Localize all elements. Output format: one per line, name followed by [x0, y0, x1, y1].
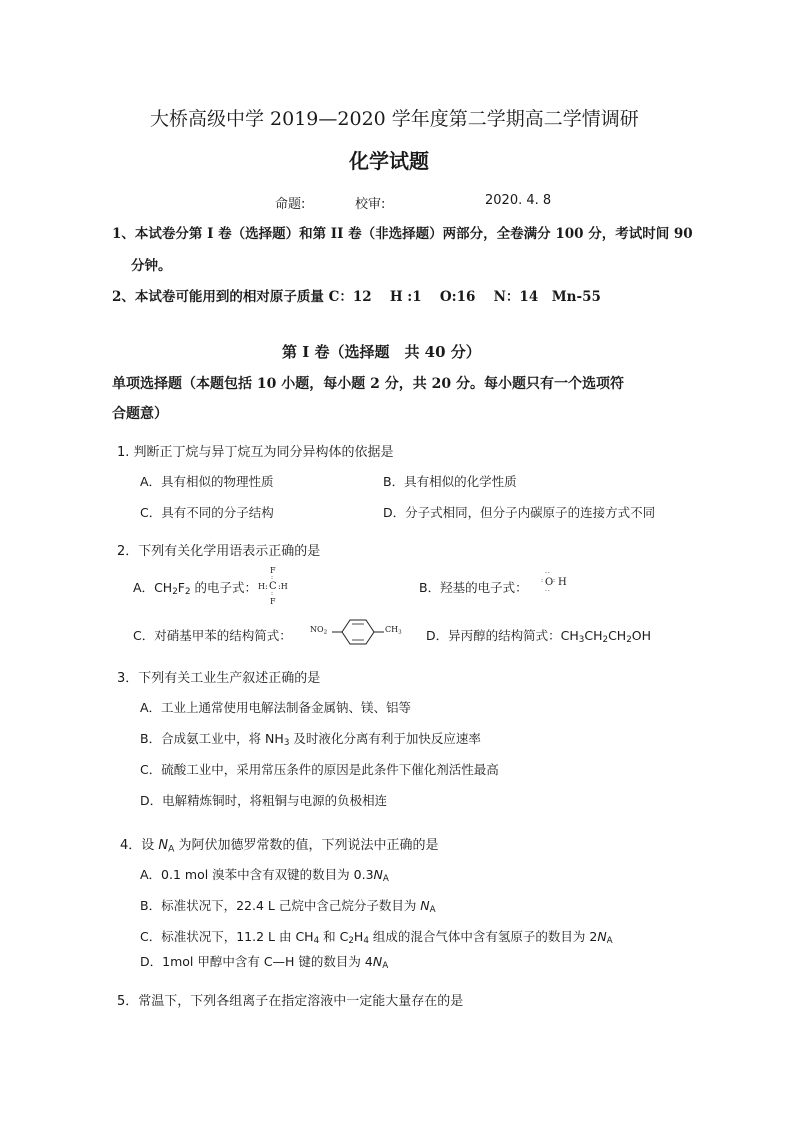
q4-d-na: N	[372, 954, 383, 969]
q1-option-b: B．具有相似的化学性质	[383, 474, 517, 489]
q4-c-s1: 4	[313, 936, 320, 947]
q3-b-sub: 3	[283, 738, 290, 749]
q1-stem: 1. 判断正丁烷与异丁烷互为同分异构体的依据是	[117, 445, 394, 460]
q2-d-text: D．异丙醇的结构简式：	[426, 628, 561, 643]
q3-option-d: D．电解精炼铜时，将粗铜与电源的负极相连	[140, 793, 388, 808]
q4-d-na-sub: A	[382, 961, 389, 972]
q4-option-d	[140, 952, 388, 970]
q1-option-d: D．分子式相同，但分子内碳原子的连接方式不同	[383, 505, 656, 520]
q2-a-sub1: 2	[172, 587, 178, 598]
nitro-sub: 2	[323, 629, 328, 636]
q3-b-pre: B．合成氨工业中，将 NH	[140, 731, 284, 746]
ch2f2-left-h: H:	[258, 582, 268, 591]
hydroxyl-h: H	[558, 577, 567, 588]
hydroxyl-dot-bond: :	[553, 577, 556, 584]
q4-option-a	[140, 865, 389, 883]
q2-d-f4: OH	[631, 628, 652, 643]
reviewer-label: 校审:	[355, 197, 386, 212]
q4-c-na-sub: A	[606, 936, 613, 947]
note-2: 2、本试卷可能用到的相对原子质量 C：12 H :1 O:16 N：14 Mn-55	[112, 289, 601, 305]
q4-d-pre: D．1mol 甲醇中含有 C—H 键的数目为 4	[140, 954, 373, 969]
nitro-group-label	[310, 625, 327, 634]
ch2f2-pair-bottom: :	[271, 590, 274, 597]
q2-a-suffix: 的电子式：	[190, 580, 258, 595]
q5-stem: 5．常温下，下列各组离子在指定溶液中一定能大量存在的是	[117, 994, 464, 1009]
q4-c-na: N	[597, 929, 607, 944]
q3-stem: 3．下列有关工业生产叙述正确的是	[117, 671, 321, 686]
q4-stem	[120, 834, 439, 853]
q2-d-f2: CH	[584, 628, 603, 643]
hydroxyl-dots-top: ··	[545, 570, 551, 577]
q2-d-f3: CH	[608, 628, 627, 643]
note-1-line-1: 1、本试卷分第 I 卷（选择题）和第 II 卷（非选择题）两部分，全卷满分 100 分，考试时间 90	[112, 226, 693, 242]
ch2f2-pair-top: :	[271, 574, 274, 581]
benzene-ring-icon	[332, 618, 392, 646]
p-nitrotoluene-structure	[310, 618, 406, 646]
q2-d-f1: CH	[560, 628, 579, 643]
q2-d-s3: 2	[626, 635, 632, 646]
part1-heading: 第 I 卷（选择题 共 40 分）	[282, 343, 481, 361]
q4-stem-post: 为阿伏加德罗常数的值，下列说法中正确的是	[174, 838, 439, 853]
q4-c-mid2: H	[353, 929, 364, 944]
q4-stem-pre: 4．设	[120, 838, 159, 853]
exam-subtitle: 化学试题	[349, 149, 429, 173]
hydroxyl-o: O	[545, 577, 554, 588]
ch2f2-bottom-f: F	[270, 597, 276, 606]
hydroxyl-dots-bottom: ··	[545, 588, 551, 595]
q4-option-b	[140, 896, 436, 914]
q4-b-na: N	[420, 898, 430, 913]
q4-stem-na: N	[158, 838, 169, 853]
ch2f2-center-c: C	[269, 581, 277, 592]
q2-a-formula: CH	[154, 580, 173, 595]
exam-date: 2020. 4. 8	[485, 193, 552, 208]
methyl-ch: CH	[385, 625, 399, 634]
exam-title: 大桥高级中学 2019—2020 学年度第二学期高二学情调研	[150, 108, 639, 130]
q2-a-sub2: 2	[184, 587, 191, 598]
q4-option-c	[140, 927, 613, 945]
hydroxyl-dots-left: :	[541, 577, 544, 584]
part1-instr-line-2: 合题意）	[112, 406, 168, 422]
q4-c-mid: 和 C	[319, 929, 349, 944]
part1-instr-line-1: 单项选择题（本题包括 10 小题，每小题 2 分，共 20 分。每小题只有一个选项符	[112, 376, 624, 392]
q2-a-formula2: F	[177, 580, 185, 595]
q2-d-s2: 2	[602, 635, 609, 646]
q2-d-s1: 3	[578, 635, 585, 646]
author-label: 命题:	[275, 197, 306, 212]
q4-b-na-sub: A	[429, 905, 436, 916]
note-1-line-2: 分钟。	[131, 258, 172, 274]
ch2f2-right-h: :H	[278, 582, 288, 591]
q2-stem: 2．下列有关化学用语表示正确的是	[117, 544, 321, 559]
q2-option-c: C．对硝基甲苯的结构简式：	[133, 628, 292, 643]
q4-a-na: N	[373, 867, 383, 882]
q4-c-post: 组成的混合气体中含有氢原子的数目为 2	[368, 929, 598, 944]
q2-option-b: B．羟基的电子式：	[419, 580, 528, 595]
q2-option-d	[426, 626, 651, 644]
q4-stem-na-sub: A	[168, 844, 175, 855]
ch2f2-top-f: F	[270, 566, 276, 575]
q3-b-post: 及时液化分离有利于加快反应速率	[289, 731, 481, 746]
q3-option-a: A．工业上通常使用电解法制备金属钠、镁、铝等	[140, 700, 412, 715]
methyl-group-label	[385, 625, 402, 634]
methyl-sub: 3	[398, 629, 402, 636]
q2-option-a	[133, 578, 257, 596]
q1-option-c: C．具有不同的分子结构	[140, 505, 274, 520]
q3-option-b	[140, 729, 481, 747]
q4-a-pre: A．0.1 mol 溴苯中含有双键的数目为 0.3	[140, 867, 374, 882]
q3-option-c: C．硫酸工业中，采用常压条件的原因是此条件下催化剂活性最高	[140, 762, 499, 777]
q4-c-s3: 4	[363, 936, 369, 947]
q4-a-na-sub: A	[382, 874, 389, 885]
nitro-no: NO	[310, 625, 324, 634]
ch2f2-electron-dot-figure	[258, 566, 290, 608]
q4-c-pre: C．标准状况下，11.2 L 由 CH	[140, 929, 314, 944]
q4-b-pre: B．标准状况下，22.4 L 己烷中含己烷分子数目为	[140, 898, 421, 913]
q2-a-prefix: A．	[133, 580, 155, 595]
hydroxyl-electron-dot-figure	[541, 572, 571, 600]
q1-option-a: A．具有相似的物理性质	[140, 474, 274, 489]
q4-c-s2: 2	[348, 936, 354, 947]
